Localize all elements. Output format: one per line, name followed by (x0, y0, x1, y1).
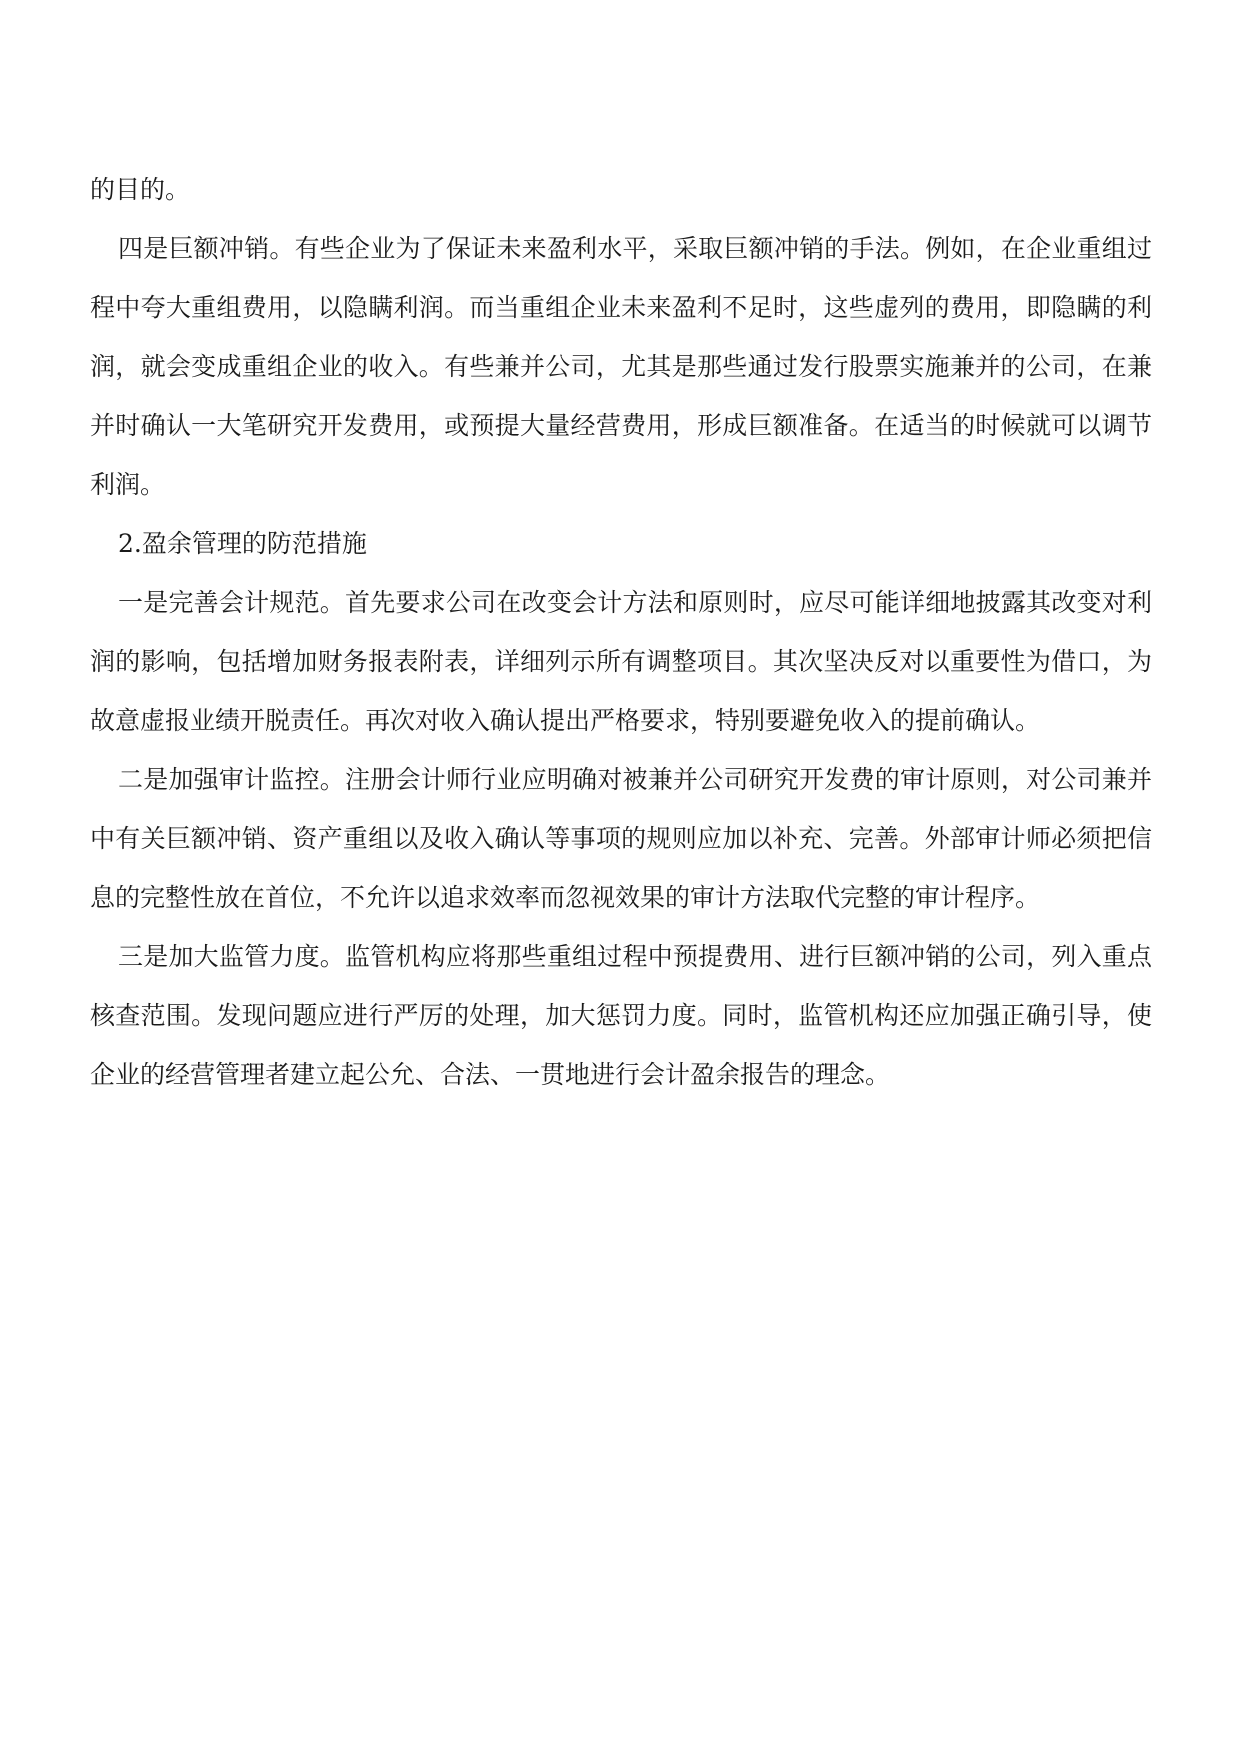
paragraph-write-offs: 四是巨额冲销。有些企业为了保证未来盈利水平，采取巨额冲销的手法。例如，在企业重组过程中夸大重组费用，以隐瞒利润。而当重组企业未来盈利不足时，这些虚列的费用，即隐瞒的利润，就会变成重组企业的收入。有些兼并公司，尤其是那些通过发行股票实施兼并的公司，在兼并时确认一大笔研究开发费用，或预提大量经营费用，形成巨额准备。在适当的时候就可以调节利润。 (90, 234, 1152, 499)
paragraph-audit-control: 二是加强审计监控。注册会计师行业应明确对被兼并公司研究开发费的审计原则，对公司兼并中有关巨额冲销、资产重组以及收入确认等事项的规则应加以补充、完善。外部审计师必须把信息的完整性放在首位，不允许以追求效率而忽视效果的审计方法取代完整的审计程序。 (90, 765, 1152, 912)
section-heading: 2.盈余管理的防范措施 (118, 529, 367, 558)
paragraph-accounting-standards: 一是完善会计规范。首先要求公司在改变会计方法和原则时，应尽可能详细地披露其改变对利润的影响，包括增加财务报表附表，详细列示所有调整项目。其次坚决反对以重要性为借口，为故意虚报业绩开脱责任。再次对收入确认提出严格要求，特别要避免收入的提前确认。 (90, 588, 1152, 735)
paragraph-supervision: 三是加大监管力度。监管机构应将那些重组过程中预提费用、进行巨额冲销的公司，列入重点核查范围。发现问题应进行严厉的处理，加大惩罚力度。同时，监管机构还应加强正确引导，使企业的经营管理者建立起公允、合法、一贯地进行会计盈余报告的理念。 (90, 942, 1152, 1089)
document-body (90, 160, 1152, 1104)
paragraph-continuation: 的目的。 (90, 175, 191, 204)
